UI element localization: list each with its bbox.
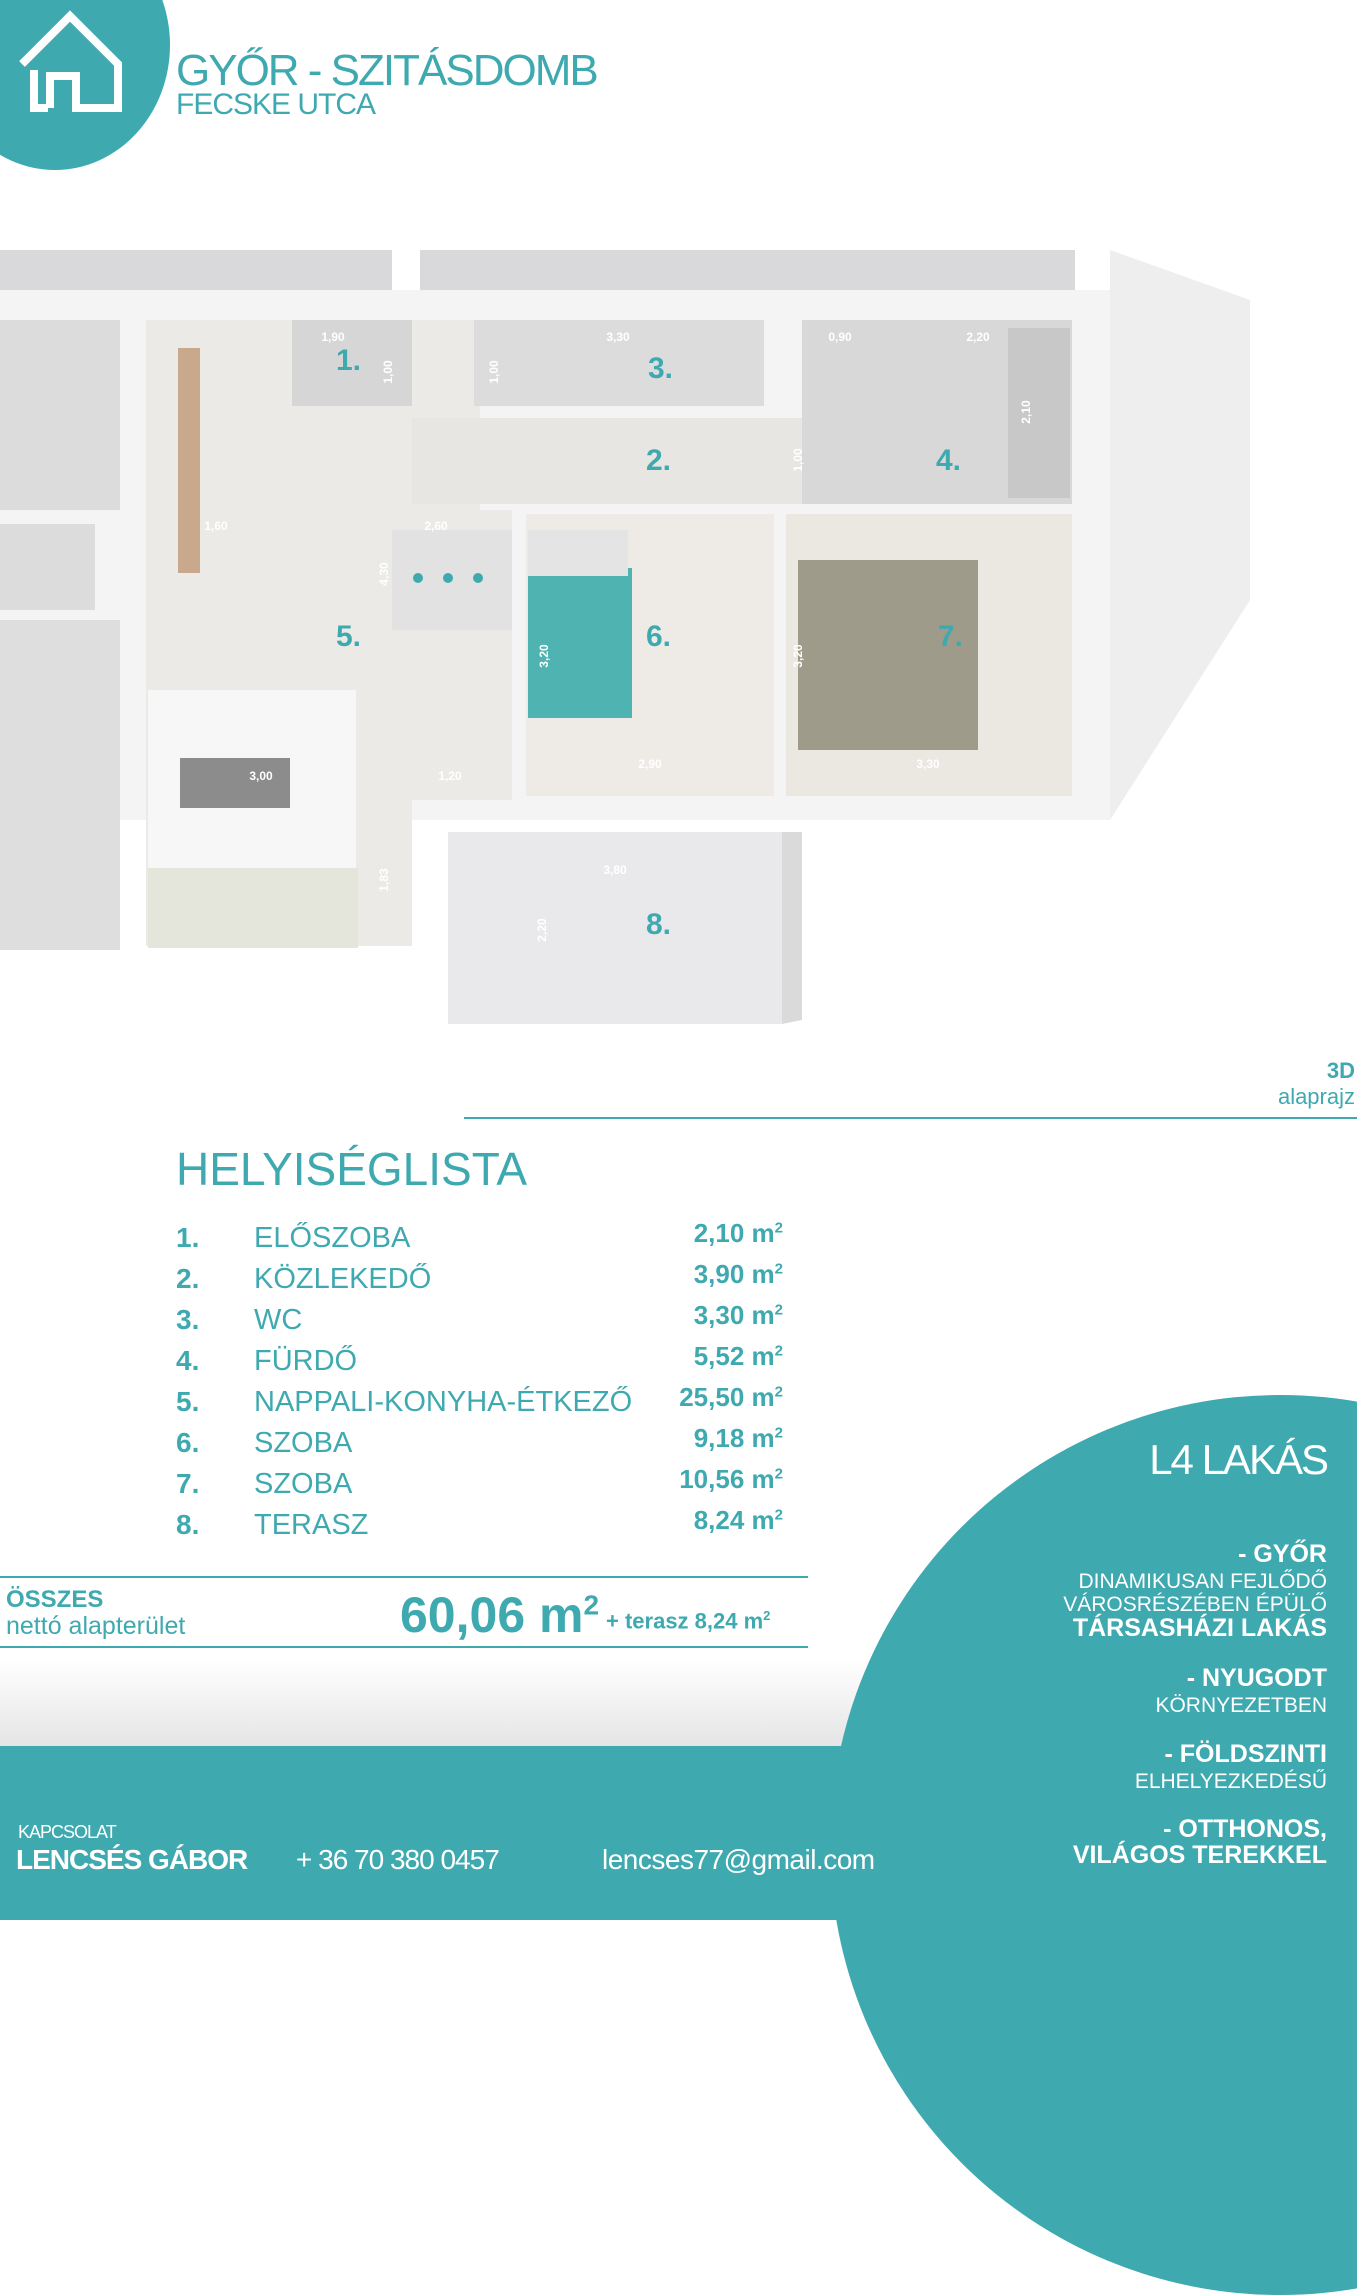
logo-badge — [0, 0, 170, 170]
dim-label: 1,00 — [381, 360, 395, 384]
divider — [464, 1117, 1357, 1119]
dim-label: 1,20 — [438, 769, 462, 783]
contact-email[interactable]: lencses77@gmail.com — [602, 1844, 875, 1875]
terrace-extra: + terasz 8,24 $m^2$ — [606, 1608, 771, 1634]
dim-label: 3,00 — [249, 769, 273, 783]
feature-heading: - GYŐR — [1238, 1540, 1327, 1568]
dim-label: 1,90 — [321, 330, 345, 344]
room-number: 6. — [176, 1427, 200, 1458]
feature-heading: - NYUGODT — [1186, 1664, 1327, 1692]
feature-heading: VILÁGOS TEREKKEL — [1072, 1841, 1327, 1869]
dim-label: 1,60 — [204, 519, 228, 533]
dim-label: 1,83 — [377, 868, 391, 892]
room-label-5: 5. — [336, 620, 362, 653]
room-row — [0, 1464, 800, 1508]
room-name: FÜRDŐ — [254, 1345, 358, 1377]
room-area: 8,24 $m^2$ — [693, 1505, 783, 1535]
room-list-title: HELYISÉGLISTA — [176, 1143, 528, 1195]
room-label-8: 8. — [646, 908, 672, 941]
apartment-title: L4 LAKÁS — [1149, 1436, 1327, 1483]
dim-label: 0,90 — [828, 330, 852, 344]
room-row — [0, 1505, 800, 1549]
view-label-3d: 3D — [1326, 1058, 1355, 1083]
dim-label: 3,30 — [606, 330, 630, 344]
room-name: TERASZ — [254, 1509, 369, 1541]
total-label: ÖSSZES — [6, 1586, 104, 1613]
room-number: 5. — [176, 1386, 200, 1417]
view-label: alaprajz — [1277, 1084, 1355, 1109]
room-area: 25,50 $m^2$ — [679, 1382, 783, 1412]
room-row — [0, 1341, 800, 1385]
feature-text: KÖRNYEZETBEN — [1155, 1694, 1327, 1717]
page-subtitle: FECSKE UTCA — [176, 88, 376, 121]
dim-label: 2,20 — [535, 918, 549, 942]
room-area: 10,56 $m^2$ — [679, 1464, 783, 1494]
contact-label: KAPCSOLAT — [18, 1822, 116, 1842]
room-label-4: 4. — [936, 444, 962, 477]
room-number: 7. — [176, 1468, 200, 1499]
feature-heading: TÁRSASHÁZI LAKÁS — [1072, 1614, 1327, 1642]
room-label-6: 6. — [646, 620, 672, 653]
dim-label: 2,60 — [424, 519, 448, 533]
dim-label: 3,20 — [791, 644, 805, 668]
room-name: SZOBA — [254, 1468, 353, 1500]
room-area: 2,10 $m^2$ — [693, 1218, 783, 1248]
room-label-2: 2. — [646, 444, 672, 477]
room-number: 8. — [176, 1509, 200, 1540]
dim-label: 3,80 — [603, 863, 627, 877]
room-area: 9,18 $m^2$ — [693, 1423, 783, 1453]
dim-label: 2,10 — [1019, 400, 1033, 424]
dim-label: 2,90 — [638, 757, 662, 771]
dim-label: 2,20 — [966, 330, 990, 344]
floor-plan — [0, 240, 1357, 1040]
dim-label: 3,30 — [916, 757, 940, 771]
room-number: 1. — [176, 1222, 200, 1253]
contact-name: LENCSÉS GÁBOR — [16, 1844, 248, 1875]
room-number: 2. — [176, 1263, 200, 1294]
room-name: ELŐSZOBA — [254, 1222, 411, 1254]
room-number: 4. — [176, 1345, 200, 1376]
feature-heading: - FÖLDSZINTI — [1164, 1740, 1327, 1768]
dim-label: 3,20 — [537, 644, 551, 668]
room-row — [0, 1382, 800, 1426]
room-label-7: 7. — [938, 620, 964, 653]
room-name: SZOBA — [254, 1427, 353, 1459]
dim-label: 4,30 — [377, 562, 391, 586]
room-area: 3,90 $m^2$ — [693, 1259, 783, 1289]
dim-label: 1,00 — [791, 448, 805, 472]
house-logo-icon — [14, 6, 126, 116]
room-row — [0, 1218, 800, 1262]
room-label-3: 3. — [648, 352, 674, 385]
divider — [0, 1576, 808, 1578]
room-row — [0, 1423, 800, 1467]
total-value: 60,06 $m^2$ — [400, 1587, 600, 1643]
feature-text: DINAMIKUSAN FEJLŐDŐ — [1078, 1570, 1327, 1593]
room-row — [0, 1259, 800, 1303]
room-area: 5,52 $m^2$ — [693, 1341, 783, 1371]
page-title: GYŐR - SZITÁSDOMB — [176, 46, 597, 95]
room-label-1: 1. — [336, 344, 362, 377]
feature-text: VÁROSRÉSZÉBEN ÉPÜLŐ — [1063, 1593, 1327, 1616]
room-number: 3. — [176, 1304, 200, 1335]
floor-plan-drawing — [0, 240, 1357, 1040]
feature-text: ELHELYEZKEDÉSŰ — [1134, 1770, 1327, 1793]
dim-label: 1,00 — [487, 360, 501, 384]
room-name: NAPPALI-KONYHA-ÉTKEZŐ — [254, 1386, 633, 1418]
room-row — [0, 1300, 800, 1344]
divider — [0, 1646, 808, 1648]
total-sublabel: nettó alapterület — [6, 1612, 186, 1640]
room-area: 3,30 $m^2$ — [693, 1300, 783, 1330]
contact-phone[interactable]: + 36 70 380 0457 — [296, 1844, 499, 1875]
feature-heading: - OTTHONOS, — [1163, 1815, 1327, 1843]
room-name: KÖZLEKEDŐ — [254, 1263, 432, 1295]
room-name: WC — [254, 1304, 303, 1336]
